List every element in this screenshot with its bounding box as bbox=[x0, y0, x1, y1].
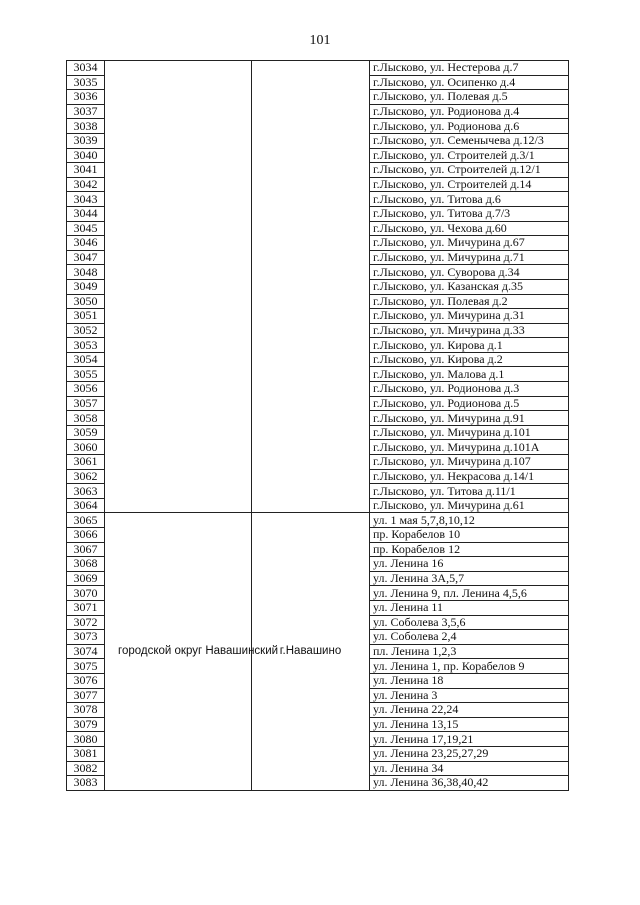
address-cell: г.Лысково, ул. Мичурина д.101 bbox=[370, 425, 569, 440]
address-cell: ул. 1 мая 5,7,8,10,12 bbox=[370, 513, 569, 528]
address-cell: г.Лысково, ул. Кирова д.1 bbox=[370, 338, 569, 353]
address-cell: г.Лысково, ул. Строителей д.14 bbox=[370, 177, 569, 192]
row-number: 3034 bbox=[67, 61, 105, 76]
row-number: 3035 bbox=[67, 75, 105, 90]
row-number: 3038 bbox=[67, 119, 105, 134]
address-cell: г.Лысково, ул. Мичурина д.67 bbox=[370, 236, 569, 251]
row-number: 3042 bbox=[67, 177, 105, 192]
address-table-body bbox=[67, 61, 569, 791]
row-number: 3052 bbox=[67, 323, 105, 338]
row-number: 3041 bbox=[67, 163, 105, 178]
address-cell: г.Лысково, ул. Суворова д.34 bbox=[370, 265, 569, 280]
address-cell: ул. Ленина 36,38,40,42 bbox=[370, 776, 569, 791]
address-cell: г.Лысково, ул. Некрасова д.14/1 bbox=[370, 469, 569, 484]
row-number: 3074 bbox=[67, 644, 105, 659]
table-row bbox=[67, 513, 569, 528]
row-number: 3040 bbox=[67, 148, 105, 163]
address-cell: г.Лысково, ул. Строителей д.3/1 bbox=[370, 148, 569, 163]
row-number: 3070 bbox=[67, 586, 105, 601]
row-number: 3082 bbox=[67, 761, 105, 776]
address-cell: г.Лысково, ул. Мичурина д.31 bbox=[370, 309, 569, 324]
row-number: 3073 bbox=[67, 630, 105, 645]
address-cell: ул. Соболева 3,5,6 bbox=[370, 615, 569, 630]
address-cell: г.Лысково, ул. Осипенко д.4 bbox=[370, 75, 569, 90]
address-cell: г.Лысково, ул. Мичурина д.71 bbox=[370, 250, 569, 265]
row-number: 3077 bbox=[67, 688, 105, 703]
row-number: 3079 bbox=[67, 717, 105, 732]
row-number: 3063 bbox=[67, 484, 105, 499]
row-number: 3072 bbox=[67, 615, 105, 630]
row-number: 3046 bbox=[67, 236, 105, 251]
address-cell: ул. Ленина 18 bbox=[370, 673, 569, 688]
row-number: 3043 bbox=[67, 192, 105, 207]
address-table bbox=[66, 60, 569, 791]
row-number: 3036 bbox=[67, 90, 105, 105]
row-number: 3050 bbox=[67, 294, 105, 309]
row-number: 3060 bbox=[67, 440, 105, 455]
row-number: 3051 bbox=[67, 309, 105, 324]
address-cell: г.Лысково, ул. Мичурина д.61 bbox=[370, 498, 569, 513]
district-cell bbox=[105, 61, 252, 513]
address-cell: ул. Ленина 23,25,27,29 bbox=[370, 746, 569, 761]
district-name: городской округ Навашинский bbox=[118, 645, 279, 658]
row-number: 3068 bbox=[67, 557, 105, 572]
address-cell: г.Лысково, ул. Малова д.1 bbox=[370, 367, 569, 382]
address-cell: г.Лысково, ул. Родионова д.4 bbox=[370, 104, 569, 119]
address-cell: ул. Ленина 22,24 bbox=[370, 703, 569, 718]
address-cell: ул. Ленина 16 bbox=[370, 557, 569, 572]
address-cell: г.Лысково, ул. Нестерова д.7 bbox=[370, 61, 569, 76]
row-number: 3053 bbox=[67, 338, 105, 353]
address-cell: г.Лысково, ул. Полевая д.2 bbox=[370, 294, 569, 309]
row-number: 3055 bbox=[67, 367, 105, 382]
district-cell bbox=[105, 513, 279, 790]
address-cell: пр. Корабелов 10 bbox=[370, 528, 569, 543]
city-cell: г.Навашино bbox=[252, 513, 370, 790]
address-cell: пл. Ленина 1,2,3 bbox=[370, 644, 569, 659]
address-cell: г.Лысково, ул. Кирова д.2 bbox=[370, 352, 569, 367]
address-cell: ул. Ленина 13,15 bbox=[370, 717, 569, 732]
row-number: 3066 bbox=[67, 528, 105, 543]
row-number: 3047 bbox=[67, 250, 105, 265]
address-cell: г.Лысково, ул. Родионова д.5 bbox=[370, 396, 569, 411]
row-number: 3067 bbox=[67, 542, 105, 557]
row-number: 3083 bbox=[67, 776, 105, 791]
row-number: 3061 bbox=[67, 455, 105, 470]
address-cell: ул. Ленина 11 bbox=[370, 600, 569, 615]
address-cell: г.Лысково, ул. Семенычева д.12/3 bbox=[370, 133, 569, 148]
row-number: 3080 bbox=[67, 732, 105, 747]
row-number: 3071 bbox=[67, 600, 105, 615]
row-number: 3059 bbox=[67, 425, 105, 440]
table-row bbox=[67, 61, 569, 76]
address-cell: ул. Ленина 34 bbox=[370, 761, 569, 776]
address-cell: г.Лысково, ул. Титова д.6 bbox=[370, 192, 569, 207]
address-cell: г.Лысково, ул. Строителей д.12/1 bbox=[370, 163, 569, 178]
row-number: 3057 bbox=[67, 396, 105, 411]
address-cell: ул. Ленина 1, пр. Корабелов 9 bbox=[370, 659, 569, 674]
row-number: 3081 bbox=[67, 746, 105, 761]
row-number: 3078 bbox=[67, 703, 105, 718]
address-cell: г.Лысково, ул. Мичурина д.33 bbox=[370, 323, 569, 338]
address-cell: г.Лысково, ул. Мичурина д.101А bbox=[370, 440, 569, 455]
address-cell: г.Лысково, ул. Чехова д.60 bbox=[370, 221, 569, 236]
address-cell: ул. Ленина 17,19,21 bbox=[370, 732, 569, 747]
row-number: 3056 bbox=[67, 382, 105, 397]
address-cell: г.Лысково, ул. Мичурина д.91 bbox=[370, 411, 569, 426]
address-cell: г.Лысково, ул. Титова д.7/3 bbox=[370, 206, 569, 221]
address-cell: ул. Соболева 2,4 bbox=[370, 630, 569, 645]
row-number: 3045 bbox=[67, 221, 105, 236]
address-cell: ул. Ленина 3 bbox=[370, 688, 569, 703]
row-number: 3075 bbox=[67, 659, 105, 674]
row-number: 3062 bbox=[67, 469, 105, 484]
row-number: 3064 bbox=[67, 498, 105, 513]
row-number: 3054 bbox=[67, 352, 105, 367]
address-cell: г.Лысково, ул. Родионова д.6 bbox=[370, 119, 569, 134]
address-cell: ул. Ленина 3А,5,7 bbox=[370, 571, 569, 586]
address-cell: ул. Ленина 9, пл. Ленина 4,5,6 bbox=[370, 586, 569, 601]
row-number: 3058 bbox=[67, 411, 105, 426]
row-number: 3044 bbox=[67, 206, 105, 221]
row-number: 3037 bbox=[67, 104, 105, 119]
address-cell: г.Лысково, ул. Мичурина д.107 bbox=[370, 455, 569, 470]
city-cell bbox=[252, 61, 370, 513]
row-number: 3049 bbox=[67, 279, 105, 294]
address-cell: г.Лысково, ул. Титова д.11/1 bbox=[370, 484, 569, 499]
address-cell: г.Лысково, ул. Полевая д.5 bbox=[370, 90, 569, 105]
address-cell: г.Лысково, ул. Казанская д.35 bbox=[370, 279, 569, 294]
page-number: 101 bbox=[309, 33, 331, 48]
row-number: 3048 bbox=[67, 265, 105, 280]
address-cell: пр. Корабелов 12 bbox=[370, 542, 569, 557]
address-cell: г.Лысково, ул. Родионова д.3 bbox=[370, 382, 569, 397]
row-number: 3076 bbox=[67, 673, 105, 688]
row-number: 3039 bbox=[67, 133, 105, 148]
row-number: 3069 bbox=[67, 571, 105, 586]
row-number: 3065 bbox=[67, 513, 105, 528]
